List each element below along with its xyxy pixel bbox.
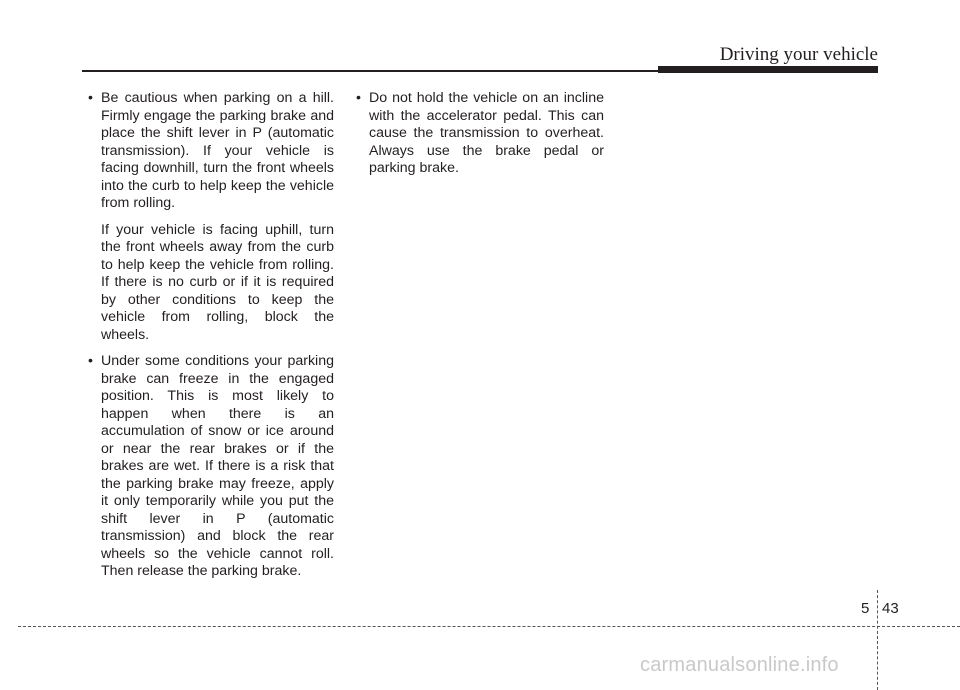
- page-number: 43: [882, 600, 899, 617]
- bullet-icon: •: [356, 90, 361, 106]
- paragraph-continuation: If your vehicle is facing uphill, turn the front wheels away from the curb to help keep the vehicle from rolling. If there is no curb or if it is required by other conditions to keep the vehicle from rolling, block the wheels.: [101, 221, 334, 343]
- paragraph: Do not hold the vehicle on an incline with the accelerator pedal. This can cause the transmission to overheat. Always use the brake pedal or parking brake.: [369, 90, 604, 176]
- paragraph: Be cautious when parking on a hill. Firmly engage the parking brake and place the shift lever in P (automatic transmission). If your vehicle is facing downhill, turn the front wheels into the curb to help keep the vehicle from rolling.: [101, 90, 334, 211]
- watermark: carmanualsonline.info: [640, 654, 839, 676]
- header-rule: [82, 70, 658, 72]
- section-title: Driving your vehicle: [719, 44, 878, 65]
- chapter-number: 5: [861, 600, 870, 617]
- right-column: [356, 90, 604, 187]
- paragraph: Under some conditions your parking brake can freeze in the engaged position. This is most likely to happen when there is an accumulation of snow or ice around or near the rear brakes or if the brakes are wet. If there is a risk that the parking brake may freeze, apply it only temporarily while you put the shift lever in P (automatic transmission) and block the rear wheels so the vehicle cannot roll. Then release the parking brake.: [101, 353, 334, 579]
- bullet-icon: •: [88, 90, 93, 106]
- bullet-item-incline-warning: [356, 90, 604, 178]
- footer-divider: [877, 590, 878, 690]
- footer-rule: [18, 626, 960, 627]
- header-rule-accent: [658, 66, 878, 73]
- bullet-icon: •: [88, 353, 93, 369]
- bullet-item-frozen-brake: [88, 353, 334, 581]
- bullet-item-parking-on-hill: [88, 90, 334, 344]
- left-column: [88, 90, 334, 590]
